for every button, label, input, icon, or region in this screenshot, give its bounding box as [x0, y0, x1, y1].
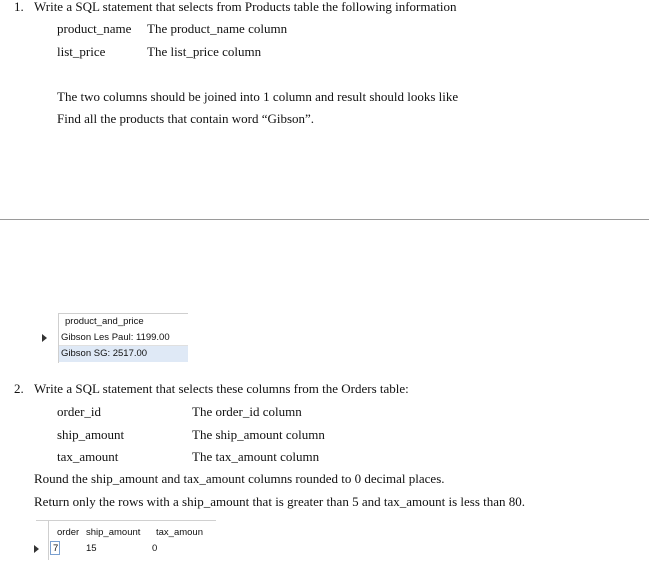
q2-col-name-1: order_id — [57, 404, 102, 419]
cell-ship-amount[interactable]: 15 — [86, 543, 97, 554]
q2-col-desc-3: The tax_amount column — [192, 449, 320, 464]
grid-header-product-and-price: product_and_price — [65, 316, 144, 327]
q1-col-name-2: list_price — [57, 44, 106, 59]
q2-instruction-1: Round the ship_amount and tax_amount columns rounded to 0 decimal places. — [34, 471, 445, 486]
cell-tax-amount[interactable]: 0 — [152, 543, 158, 554]
current-row-arrow-icon — [42, 334, 47, 342]
q2-col-name-2: ship_amount — [57, 427, 125, 442]
q2-title: Write a SQL statement that selects these columns from the Orders table: — [34, 381, 409, 396]
q2-result-grid — [28, 520, 218, 560]
q1-col-desc-2: The list_price column — [147, 44, 262, 59]
q1-col-desc-1: The product_name column — [147, 21, 288, 36]
q1-title: Write a SQL statement that selects from Products table the following information — [34, 0, 457, 14]
grid-header-order: order — [57, 527, 80, 538]
q2-col-desc-2: The ship_amount column — [192, 427, 325, 442]
q2-col-name-3: tax_amount — [57, 449, 119, 464]
q2-col-desc-1: The order_id column — [192, 404, 302, 419]
q1-result-grid — [36, 313, 188, 363]
q1-number: 1. — [14, 0, 24, 14]
q1-instruction-2: Find all the products that contain word “Gibson”. — [57, 111, 315, 126]
grid-header-ship-amount: ship_amount — [86, 527, 141, 538]
q1-instruction-1: The two columns should be joined into 1 column and result should looks like — [57, 89, 459, 104]
q1-col-name-1: product_name — [57, 21, 132, 36]
section-divider — [0, 219, 649, 220]
q2-instruction-2: Return only the rows with a ship_amount that is greater than 5 and tax_amount is less than 80. — [34, 494, 526, 509]
row-gutter — [36, 330, 59, 363]
table-row[interactable]: Gibson Les Paul: 1199.00 — [59, 330, 188, 346]
q2-number: 2. — [14, 381, 24, 396]
row-gutter — [48, 520, 49, 560]
table-row[interactable]: Gibson SG: 2517.00 — [59, 346, 188, 362]
cell-order-id[interactable]: 7 — [53, 543, 59, 554]
grid-top-border — [36, 520, 216, 521]
current-row-arrow-icon — [34, 545, 39, 553]
grid-header-tax-amount: tax_amoun — [156, 527, 204, 538]
